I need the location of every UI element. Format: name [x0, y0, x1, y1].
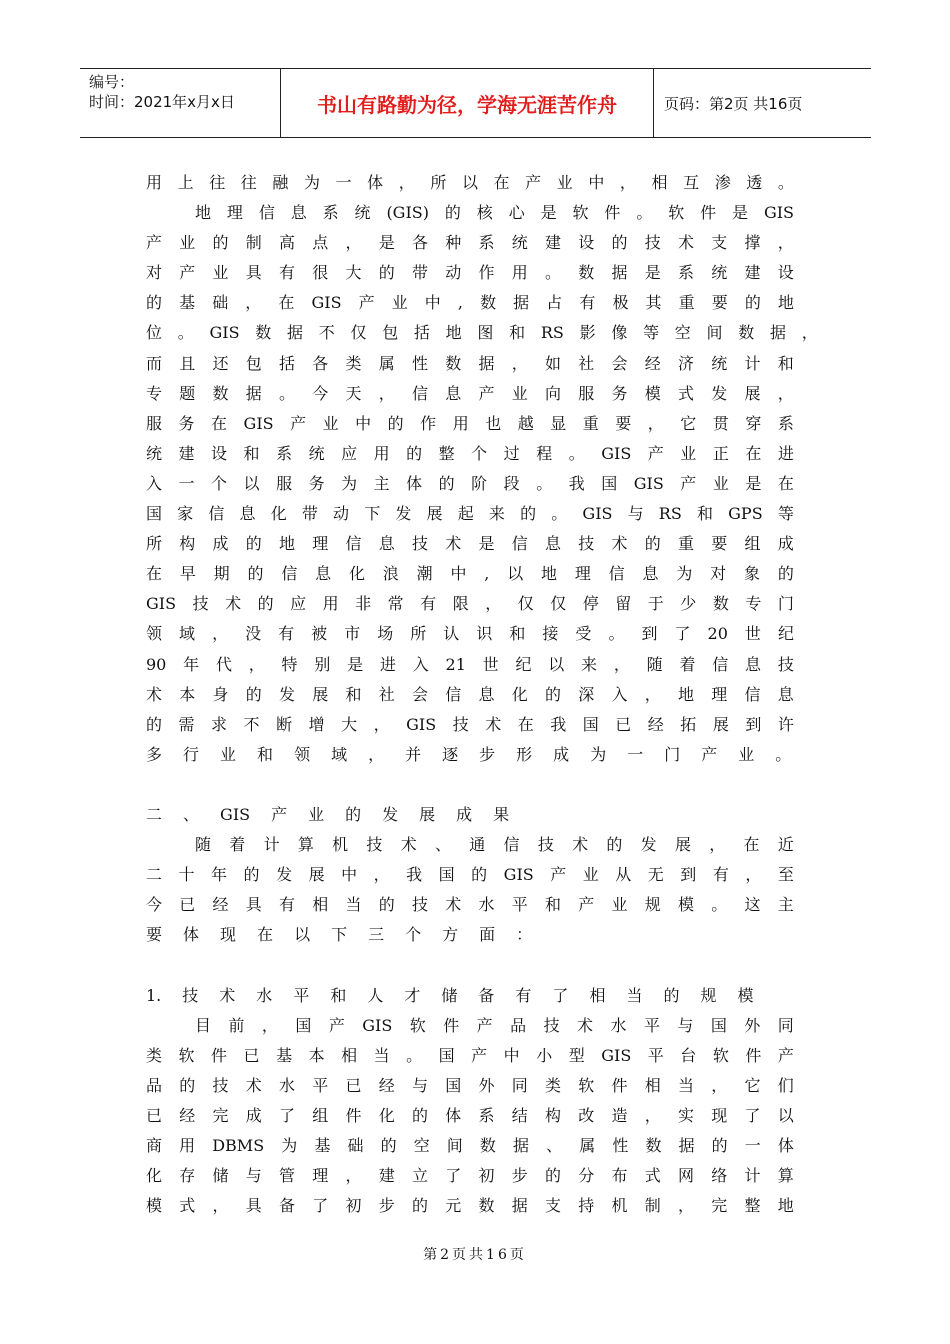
text-line: 而 且 还 包 括 各 类 属 性 数 据 ， 如 社 会 经 济 统 计 和 — [146, 353, 794, 373]
text-line: 服 务 在 GIS 产 业 中 的 作 用 也 越 显 重 要 ， 它 贯 穿 系 — [146, 413, 794, 433]
text-line: 90 年 代 ， 特 别 是 进 入 21 世 纪 以 来 ， 随 着 信 息 技 — [146, 654, 794, 674]
text-line: 所 构 成 的 地 理 信 息 技 术 是 信 息 技 术 的 重 要 组 成 — [146, 534, 794, 554]
text-line: 的 需 求 不 断 增 大 ， GIS 技 术 在 我 国 已 经 拓 展 到 许 — [146, 714, 794, 734]
text-line: 国 家 信 息 化 带 动 下 发 展 起 来 的 。 GIS 与 RS 和 GPS 等 — [146, 504, 794, 524]
text-line: 目 前 ， 国 产 GIS 软 件 产 品 技 术 水 平 与 国 外 同 — [195, 1015, 794, 1035]
page-info: 页码：第2页 共16页 — [664, 94, 803, 113]
text-line: 领 域 ， 没 有 被 市 场 所 认 识 和 接 受 。 到 了 20 世 纪 — [146, 624, 794, 644]
text-line: 品 的 技 术 水 平 已 经 与 国 外 同 类 软 件 相 当 ， 它 们 — [146, 1075, 794, 1095]
text-line: 化 存 储 与 管 理 ， 建 立 了 初 步 的 分 布 式 网 络 计 算 — [146, 1166, 794, 1186]
section-heading: 二 、 GIS 产 业 的 发 展 成 果 — [146, 804, 510, 824]
text-line: 模 式 ， 具 备 了 初 步 的 元 数 据 支 持 机 制 ， 完 整 地 — [146, 1196, 794, 1216]
text-line: 统 建 设 和 系 统 应 用 的 整 个 过 程 。 GIS 产 业 正 在 进 — [146, 443, 794, 463]
text-line: 对 产 业 具 有 很 大 的 带 动 作 用 。 数 据 是 系 统 建 设 — [146, 263, 794, 283]
text-line: 术 本 身 的 发 展 和 社 会 信 息 化 的 深 入 ， 地 理 信 息 — [146, 684, 794, 704]
blank-line — [146, 770, 794, 800]
text-line: 要 体 现 在 以 下 三 个 方 面 ： — [146, 925, 533, 945]
text-line: GIS 技 术 的 应 用 非 常 有 限 ， 仅 仅 停 留 于 少 数 专 门 — [146, 594, 794, 614]
page-footer: 第2页共16页 — [423, 1247, 527, 1263]
text-line: 商 用 DBMS 为 基 础 的 空 间 数 据 、 属 性 数 据 的 一 体 — [146, 1136, 794, 1155]
text-line: 随 着 计 算 机 技 术 、 通 信 技 术 的 发 展 ， 在 近 — [195, 835, 794, 855]
text-line: 产 业 的 制 高 点 ， 是 各 种 系 统 建 设 的 技 术 支 撑 ， — [146, 233, 794, 253]
number-label: 编号： — [89, 73, 135, 91]
text-line: 类 软 件 已 基 本 相 当 。 国 产 中 小 型 GIS 平 台 软 件 产 — [146, 1045, 794, 1065]
date-line: 时间：2021年x月x日 — [89, 93, 235, 111]
text-line: 多 行 业 和 领 域 ， 并 逐 步 形 成 为 一 门 产 业 。 — [146, 744, 792, 764]
text-line: 地 理 信 息 系 统 (GIS) 的 核 心 是 软 件 。 软 件 是 GIS — [195, 203, 794, 223]
text-line: 今 已 经 具 有 相 当 的 技 术 水 平 和 产 业 规 模 。 这 主 — [146, 895, 794, 915]
text-line: 入 一 个 以 服 务 为 主 体 的 阶 段 。 我 国 GIS 产 业 是 在 — [146, 473, 794, 493]
text-line: 位 。 GIS 数 据 不 仅 包 括 地 图 和 RS 影 像 等 空 间 数 据 ， — [146, 323, 818, 343]
text-line: 专 题 数 据 。 今 天 ， 信 息 产 业 向 服 务 模 式 发 展 ， — [146, 383, 794, 403]
header-page-info — [654, 69, 871, 137]
text-line: 在 早 期 的 信 息 化 浪 潮 中 , 以 地 理 信 息 为 对 象 的 — [146, 564, 794, 584]
text-line: 二 十 年 的 发 展 中 ， 我 国 的 GIS 产 业 从 无 到 有 ， 至 — [146, 865, 794, 885]
blank-line — [146, 950, 794, 980]
header-meta — [80, 69, 281, 137]
header-motto-cell — [281, 69, 654, 137]
body-text — [146, 168, 818, 1221]
page-header — [80, 68, 871, 138]
text-line: 的 基 础 ， 在 GIS 产 业 中 , 数 据 占 有 极 其 重 要 的 地 — [146, 293, 794, 313]
text-line: 已 经 完 成 了 组 件 化 的 体 系 结 构 改 造 ， 实 现 了 以 — [146, 1105, 794, 1125]
subsection-heading: 1. 技 术 水 平 和 人 才 储 备 有 了 相 当 的 规 模 — [146, 985, 754, 1005]
text-line: 用 上 往 往 融 为 一 体 ， 所 以 在 产 业 中 ， 相 互 渗 透 。 — [146, 173, 794, 192]
motto: 书山有路勤为径，学海无涯苦作舟 — [317, 92, 617, 117]
